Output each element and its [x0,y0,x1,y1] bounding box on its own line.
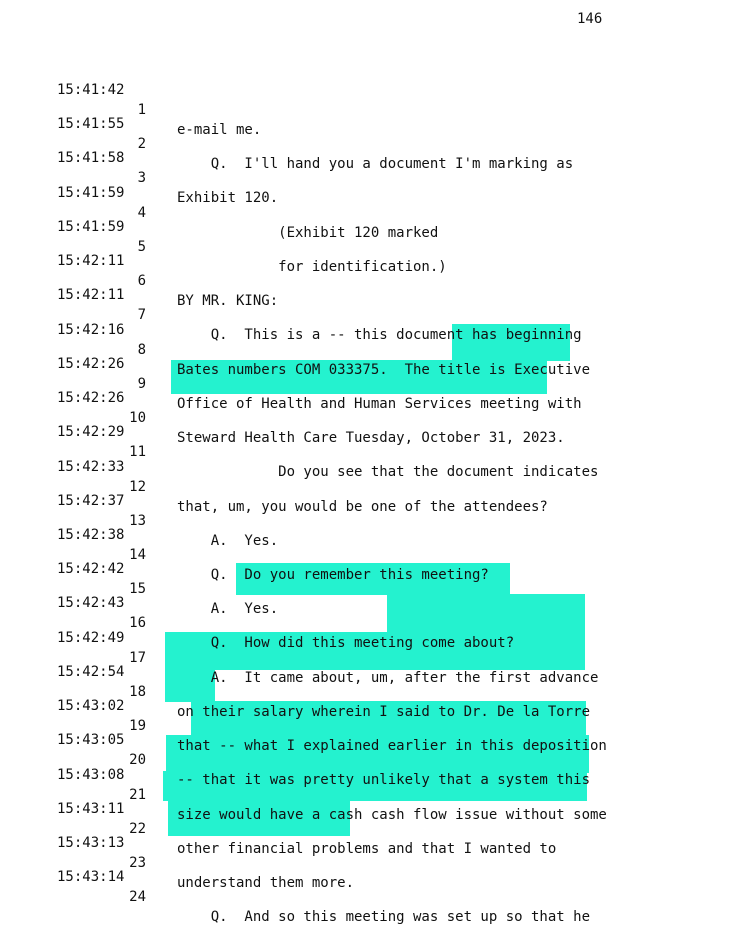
line-text: size would have a cash cash flow issue without some [177,807,607,823]
line-number: 17 [129,650,146,666]
line-number: 9 [137,376,146,392]
line-number: 8 [137,342,146,358]
timestamp: 15:42:11 [57,287,125,303]
timestamp: 15:42:16 [57,322,125,338]
timestamp: 15:42:29 [57,424,125,440]
line-number: 19 [129,718,146,734]
line-text: that, um, you would be one of the attendees? [177,499,548,515]
line-text: Steward Health Care Tuesday, October 31, 2023. [177,430,565,446]
line-number: 22 [129,821,146,837]
timestamp: 15:42:43 [57,595,125,611]
timestamp: 15:41:55 [57,116,125,132]
line-number: 4 [137,205,146,221]
line-text: A. It came about, um, after the first advance [177,670,599,686]
timestamp: 15:41:42 [57,82,125,98]
timestamp: 15:42:26 [57,390,125,406]
line-text: -- that it was pretty unlikely that a system this [177,772,591,788]
line-number: 24 [129,889,146,905]
line-text: Bates numbers COM 033375. The title is Executive [177,362,591,378]
line-text: understand them more. [177,875,355,891]
page-number: 146 [577,11,603,27]
timestamp: 15:42:26 [57,356,125,372]
line-number: 21 [129,787,146,803]
timestamp: 15:43:08 [57,767,125,783]
line-text: A. Yes. [177,533,279,549]
transcript-line [0,163,736,241]
line-number: 10 [129,410,146,426]
timestamp: 15:43:14 [57,869,125,885]
timestamp: 15:42:11 [57,253,125,269]
timestamp: 15:43:02 [57,698,125,714]
timestamp: 15:43:11 [57,801,125,817]
timestamp: 15:42:42 [57,561,125,577]
line-number: 16 [129,615,146,631]
timestamp: 15:41:59 [57,185,125,201]
timestamp: 15:41:59 [57,219,125,235]
timestamp: 15:41:58 [57,150,125,166]
line-text: Do you see that the document indicates [177,464,599,480]
timestamp: 15:43:13 [57,835,125,851]
line-text: BY MR. KING: [177,293,279,309]
line-number: 7 [137,307,146,323]
line-text: Office of Health and Human Services meeting with [177,396,582,412]
line-text: e-mail me. [177,122,262,138]
timestamp: 15:43:05 [57,732,125,748]
line-text: for identification.) [177,259,447,275]
timestamp: 15:42:38 [57,527,125,543]
line-text: that -- what I explained earlier in this deposition [177,738,607,754]
timestamp: 15:42:54 [57,664,125,680]
line-text: Q. How did this meeting come about? [177,635,515,651]
line-number: 20 [129,752,146,768]
line-text: Q. Do you remember this meeting? [177,567,489,583]
line-number: 3 [137,170,146,186]
line-text: Q. I'll hand you a document I'm marking as [177,156,574,172]
line-text: Exhibit 120. [177,190,279,206]
line-number: 23 [129,855,146,871]
line-text: Q. This is a -- this document has beginning [177,327,582,343]
line-number: 6 [137,273,146,289]
line-number: 18 [129,684,146,700]
line-text: A. Yes. [177,601,279,617]
line-text: on their salary wherein I said to Dr. De la Torre [177,704,591,720]
line-number: 1 [137,102,146,118]
line-number: 5 [137,239,146,255]
line-text: Q. And so this meeting was set up so that he [177,909,591,925]
timestamp: 15:42:33 [57,459,125,475]
line-number: 12 [129,479,146,495]
line-text: (Exhibit 120 marked [177,225,439,241]
line-number: 11 [129,444,146,460]
line-number: 15 [129,581,146,597]
timestamp: 15:42:37 [57,493,125,509]
line-number: 13 [129,513,146,529]
line-text: other financial problems and that I wanted to [177,841,557,857]
timestamp: 15:42:49 [57,630,125,646]
line-number: 14 [129,547,146,563]
line-number: 2 [137,136,146,152]
